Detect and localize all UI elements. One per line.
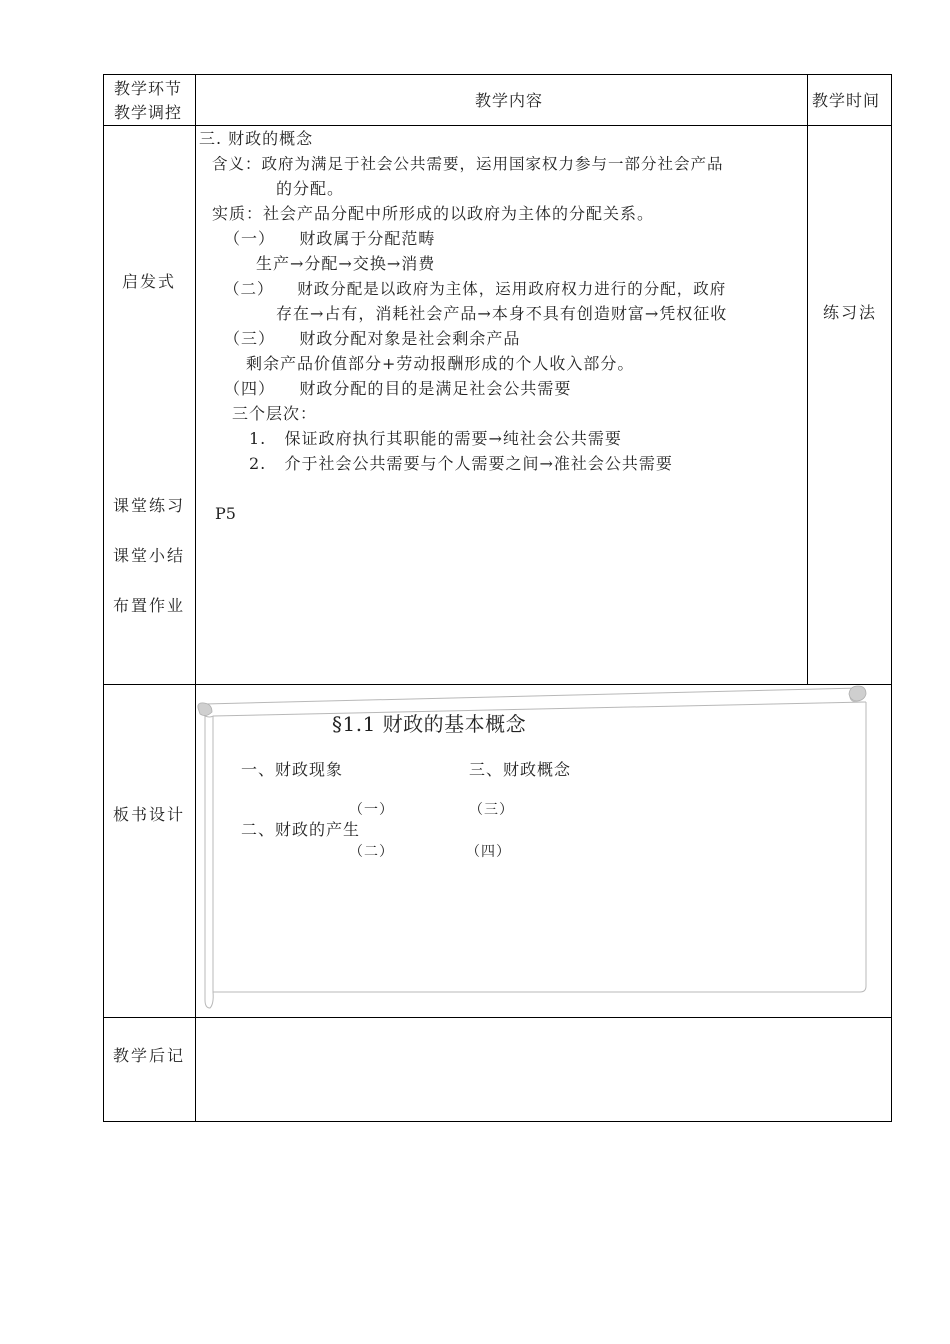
board-item-3: 三、财政概念 [469,760,572,779]
board-title: §1.1 财政的基本概念 [332,712,527,736]
content-line: 2. 介于社会公共需要与个人需要之间→准社会公共需要 [249,454,673,473]
header-col3: 教学时间 [812,91,881,110]
board-sub-2: （二） [349,844,394,860]
content-line: （二） 财政分配是以政府为主体，运用政府权力进行的分配，政府 [224,280,727,298]
header-col1-line2: 教学调控 [114,103,183,122]
content-line: （一） 财政属于分配范畴 [224,229,436,248]
label-method: 启发式 [122,272,177,291]
scroll-curl-top-left [198,703,212,716]
content-line: 三. 财政的概念 [199,129,314,148]
content-line: 生产→分配→交换→消费 [256,254,436,273]
board-sub-3: （三） [469,802,514,818]
board-item-2: 二、财政的产生 [241,820,361,839]
content-line: 的分配。 [276,179,345,198]
board-sub-1: （一） [349,802,394,818]
board-item-1: 一、财政现象 [241,760,344,779]
scroll-curl-top-right [849,686,866,701]
content-page-ref: P5 [215,504,236,523]
label-time-method: 练习法 [823,303,878,322]
header-col2: 教学内容 [475,91,544,110]
content-line: （三） 财政分配对象是社会剩余产品 [224,329,521,348]
board-sub-4: （四） [466,844,511,860]
label-reflection: 教学后记 [113,1046,186,1065]
label-homework: 布置作业 [113,596,186,615]
content-line: 剩余产品价值部分+劳动报酬形成的个人收入部分。 [246,354,635,373]
content-line: 实质：社会产品分配中所形成的以政府为主体的分配关系。 [212,204,655,223]
content-line: 三个层次： [232,404,318,423]
label-board-design: 板书设计 [113,805,186,824]
content-line: 存在→占有，消耗社会产品→本身不具有创造财富→凭权征收 [276,304,728,323]
header-col1-line1: 教学环节 [114,79,183,98]
content-line: 含义：政府为满足于社会公共需要，运用国家权力参与一部分社会产品 [212,155,724,173]
label-practice: 课堂练习 [113,496,186,515]
label-summary: 课堂小结 [113,546,186,565]
content-line: （四） 财政分配的目的是满足社会公共需要 [224,379,572,398]
content-line: 1. 保证政府执行其职能的需要→纯社会公共需要 [249,429,622,448]
